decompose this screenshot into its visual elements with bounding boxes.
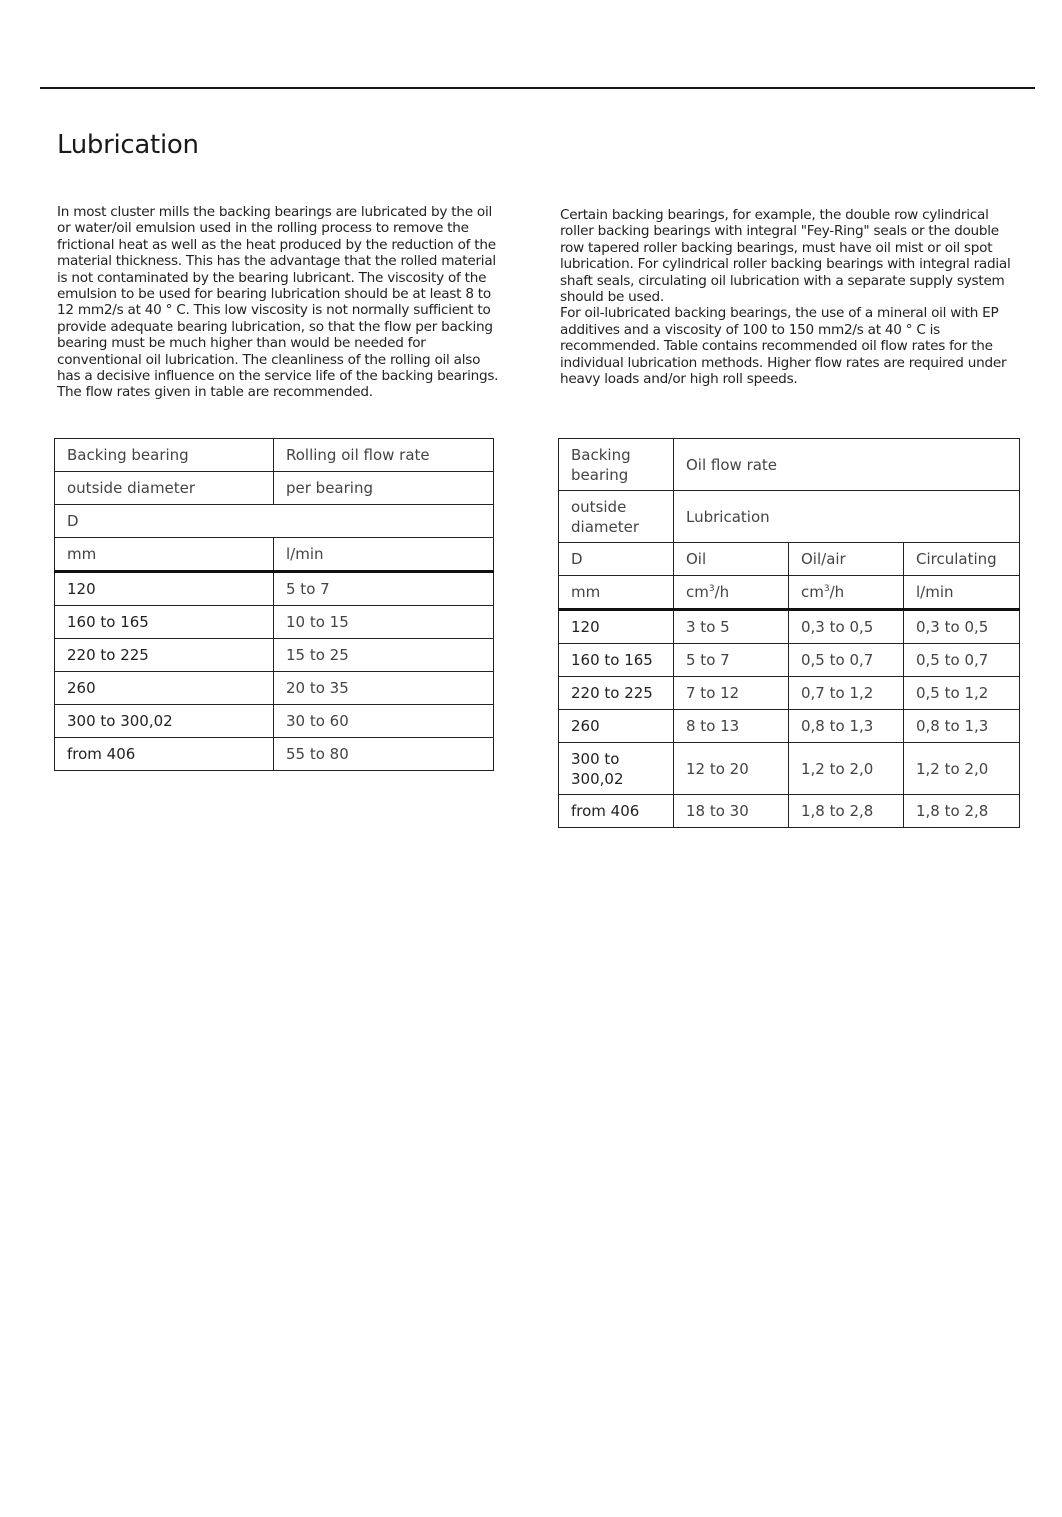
unit-text: /h: [714, 583, 730, 601]
header-cell: Oil: [674, 543, 789, 576]
flow-cell: 55 to 80: [274, 738, 494, 771]
unit-cell: mm: [559, 576, 674, 610]
table-row: [559, 795, 1020, 828]
header-cell: D: [559, 543, 674, 576]
oil-flow-rate-table: [558, 438, 1020, 828]
table-row: [55, 672, 494, 705]
diameter-cell: 220 to 225: [559, 677, 674, 710]
oilair-cell: 0,8 to 1,3: [789, 710, 904, 743]
oilair-cell: 1,8 to 2,8: [789, 795, 904, 828]
table-header-row: [559, 543, 1020, 576]
table-row: [55, 738, 494, 771]
table-row: [55, 572, 494, 606]
header-cell: D: [55, 505, 494, 538]
oil-cell: 12 to 20: [674, 743, 789, 795]
header-cell: Rolling oil flow rate: [274, 439, 494, 472]
unit-text: /h: [829, 583, 845, 601]
diameter-cell: 300 to 300,02: [55, 705, 274, 738]
diameter-cell: 260: [55, 672, 274, 705]
table-row: [559, 710, 1020, 743]
diameter-cell: from 406: [559, 795, 674, 828]
diameter-cell: 260: [559, 710, 674, 743]
header-cell: Backing bearing: [559, 439, 674, 491]
circulating-cell: 0,8 to 1,3: [904, 710, 1020, 743]
circulating-cell: 1,2 to 2,0: [904, 743, 1020, 795]
diameter-cell: 220 to 225: [55, 639, 274, 672]
table-header-row: [55, 439, 494, 472]
header-cell: outside diameter: [559, 491, 674, 543]
flow-cell: 20 to 35: [274, 672, 494, 705]
table-row: [55, 606, 494, 639]
unit-exponent: 3: [708, 584, 715, 594]
table-row: [559, 610, 1020, 644]
right-paragraph: [560, 207, 1022, 387]
unit-text: cm: [686, 583, 709, 601]
header-cell: outside diameter: [55, 472, 274, 505]
table-header-row: [559, 439, 1020, 491]
header-cell: Backing bearing: [55, 439, 274, 472]
left-paragraph-text: In most cluster mills the backing bearings are lubricated by the oil or water/oil emulsion used in the rolling process to remove the frictional heat as well as the heat produced by the reduction of the material thickness. This has the advantage that the rolled material is not contaminated by the bearing lubricant. The viscosity of the emulsion to be used for bearing lubrication should be at least 8 to 12 mm2/s at 40 ° C. This low viscosity is not normally sufficient to provide adequate bearing lubrication, so that the flow per backing bearing must be much higher than would be needed for conventional oil lubrication. The cleanliness of the rolling oil also has a decisive influence on the service life of the backing bearings. The flow rates given in table are recommended.: [57, 204, 499, 401]
table-row: [559, 677, 1020, 710]
flow-cell: 30 to 60: [274, 705, 494, 738]
header-cell: Lubrication: [674, 491, 1020, 543]
table-row: [55, 639, 494, 672]
oil-cell: 7 to 12: [674, 677, 789, 710]
unit-cell: l/min: [904, 576, 1020, 610]
table-header-row: [55, 472, 494, 505]
rolling-oil-flow-table: [54, 438, 494, 771]
unit-cell: mm: [55, 538, 274, 572]
unit-exponent: 3: [823, 584, 830, 594]
header-cell: Oil/air: [789, 543, 904, 576]
oil-cell: 18 to 30: [674, 795, 789, 828]
oilair-cell: 0,7 to 1,2: [789, 677, 904, 710]
diameter-cell: 160 to 165: [55, 606, 274, 639]
oilair-cell: 1,2 to 2,0: [789, 743, 904, 795]
diameter-cell: from 406: [55, 738, 274, 771]
circulating-cell: 0,5 to 1,2: [904, 677, 1020, 710]
page-title: Lubrication: [57, 130, 199, 160]
table-header-row: [559, 491, 1020, 543]
oil-cell: 3 to 5: [674, 610, 789, 644]
table-unit-row: [55, 538, 494, 572]
oil-cell: 5 to 7: [674, 644, 789, 677]
flow-cell: 10 to 15: [274, 606, 494, 639]
circulating-cell: 0,3 to 0,5: [904, 610, 1020, 644]
table-row: [55, 705, 494, 738]
circulating-cell: 1,8 to 2,8: [904, 795, 1020, 828]
diameter-cell: 120: [559, 610, 674, 644]
table-unit-row: [559, 576, 1020, 610]
header-cell: per bearing: [274, 472, 494, 505]
oilair-cell: 0,5 to 0,7: [789, 644, 904, 677]
header-cell: Oil flow rate: [674, 439, 1020, 491]
header-cell: Circulating: [904, 543, 1020, 576]
right-paragraph-2: For oil-lubricated backing bearings, the use of a mineral oil with EP additives and a viscosity of 100 to 150 mm2/s at 40 ° C is recommended. Table contains recommended oil flow rates for the individual lubrication methods. Higher flow rates are required under heavy loads and/or high roll speeds.: [560, 305, 1007, 388]
unit-cell: [674, 576, 789, 610]
left-paragraph: [57, 204, 507, 401]
diameter-cell: 160 to 165: [559, 644, 674, 677]
diameter-cell: 120: [55, 572, 274, 606]
oilair-cell: 0,3 to 0,5: [789, 610, 904, 644]
table-row: [559, 743, 1020, 795]
oil-cell: 8 to 13: [674, 710, 789, 743]
top-rule: [40, 87, 1035, 89]
unit-cell: [789, 576, 904, 610]
diameter-cell: 300 to 300,02: [559, 743, 674, 795]
flow-cell: 15 to 25: [274, 639, 494, 672]
unit-cell: l/min: [274, 538, 494, 572]
flow-cell: 5 to 7: [274, 572, 494, 606]
table-header-row: [55, 505, 494, 538]
unit-text: cm: [801, 583, 824, 601]
circulating-cell: 0,5 to 0,7: [904, 644, 1020, 677]
right-paragraph-1: Certain backing bearings, for example, the double row cylindrical roller backing bearings with integral "Fey-Ring" seals or the double row tapered roller backing bearings, must have oil mist or oil spot lubrication. For cylindrical roller backing bearings with integral radial shaft seals, circulating oil lubrication with a separate supply system should be used.: [560, 207, 1011, 306]
table-row: [559, 644, 1020, 677]
